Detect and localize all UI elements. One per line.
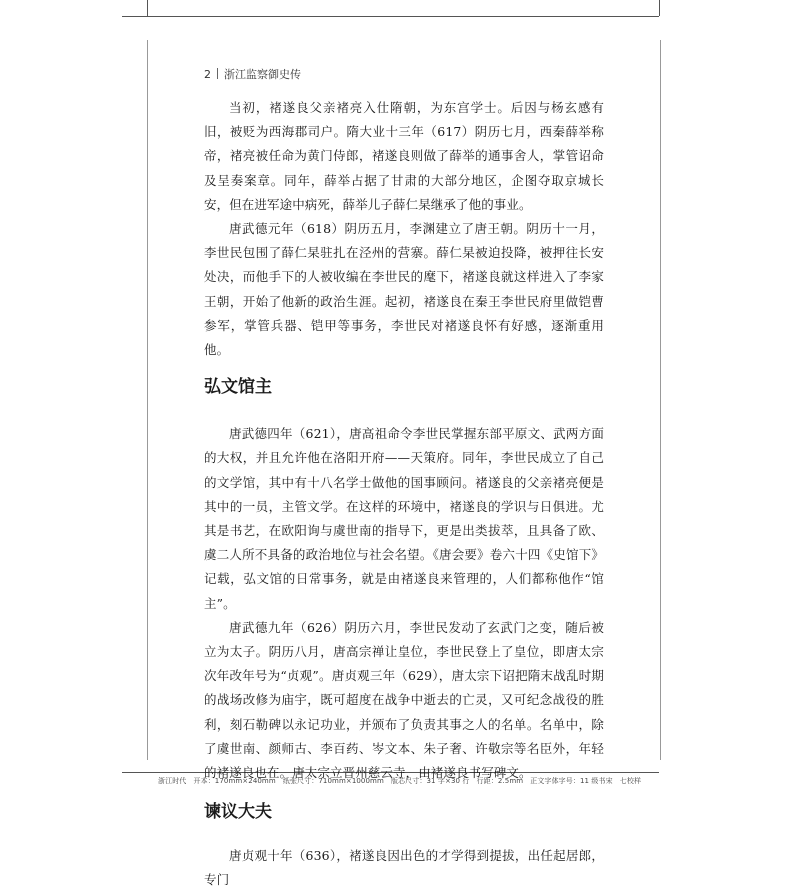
paragraph: 唐武德四年（621），唐高祖命令李世民掌握东部平原文、武两方面的大权，并且允许他在洛阳开府——天策府。同年，李世民成立了自己的文学馆，其中有十八名学士做他的国事顾问。褚遂良的父亲褚亮便是其中的一员，主管文学。在这样的环境中，褚遂良的学识与日俱进。尤其是书艺，在欧阳询与虞世南的指导下，更是出类拔萃，且具备了欧、虞二人所不具备的政治地位与社会名望。《唐会要》卷六十四《史馆下》记载，弘文馆的日常事务，就是由褚遂良来管理的，人们都称他作“馆主”。 xyxy=(204,426,604,611)
paragraph: 唐贞观十年（636），褚遂良因出色的才学得到提拔，出任起居郎，专门 xyxy=(204,848,604,888)
section-heading-jianyidafu: 谏议大夫 xyxy=(204,802,272,823)
paragraph: 唐武德九年（626）阴历六月，李世民发动了玄武门之变，随后被立为太子。阴历八月，唐高宗禅让皇位，李世民登上了皇位，即唐太宗次年改年号为“贞观”。唐贞观三年（629），唐太宗下诏把隋末战乱时期的战场改修为庙宇，既可超度在战争中逝去的亡灵，又可纪念战役的胜利，刻石勒碑以永记功业，并颁布了负责其事之人的名单。名单中，除了虞世南、颜师古、李百药、岑文本、朱子奢、许敬宗等名臣外，年轻的褚遂良也在。唐太宗立晋州慈云寺，由褚遂良书写碑文。 xyxy=(204,619,604,781)
paragraph: 当初，褚遂良父亲褚亮入仕隋朝，为东宫学士。后因与杨玄感有旧，被贬为西海郡司户。隋大业十三年（617）阴历七月，西秦薛举称帝，褚亮被任命为黄门侍郎，褚遂良则做了薛举的通事舍人，掌管诏命及呈奏案章。同年，薛举占据了甘肃的大部分地区，企图夺取京城长安，但在进军途中病死，薛举儿子薛仁杲继承了他的事业。 xyxy=(204,100,604,212)
crop-mark-top-left-h xyxy=(122,16,659,17)
print-spec-footer: 浙江时代 开本：170mm×240mm 纸张尺寸：710mm×1000mm 版芯尺寸：31 字×30 行 行距：2.5mm 正文字体字号：11 级书宋 七校样 xyxy=(158,777,642,785)
running-head-separator xyxy=(217,68,218,79)
section-heading-hongwenguan: 弘文馆主 xyxy=(204,377,272,398)
paragraph: 唐武德元年（618）阴历五月，李渊建立了唐王朝。阴历十一月，李世民包围了薛仁杲驻扎在泾州的营寨。薛仁杲被迫投降，被押往长安处决，而他手下的人被收编在李世民的麾下，褚遂良就这样进入了李家王朝，开始了他新的政治生涯。起初，褚遂良在秦王李世民府里做铠曹参军，掌管兵器、铠甲等事务，李世民对褚遂良怀有好感，逐渐重用他。 xyxy=(204,221,604,358)
page-number: 2 xyxy=(204,68,211,81)
running-head xyxy=(204,66,301,82)
section-heading-wrap xyxy=(204,373,604,401)
page-content xyxy=(204,96,604,893)
section-heading-wrap xyxy=(204,798,604,826)
crop-mark-top-left xyxy=(147,0,148,16)
crop-mark-top-right xyxy=(659,0,660,16)
book-title: 浙江监察御史传 xyxy=(224,68,301,81)
